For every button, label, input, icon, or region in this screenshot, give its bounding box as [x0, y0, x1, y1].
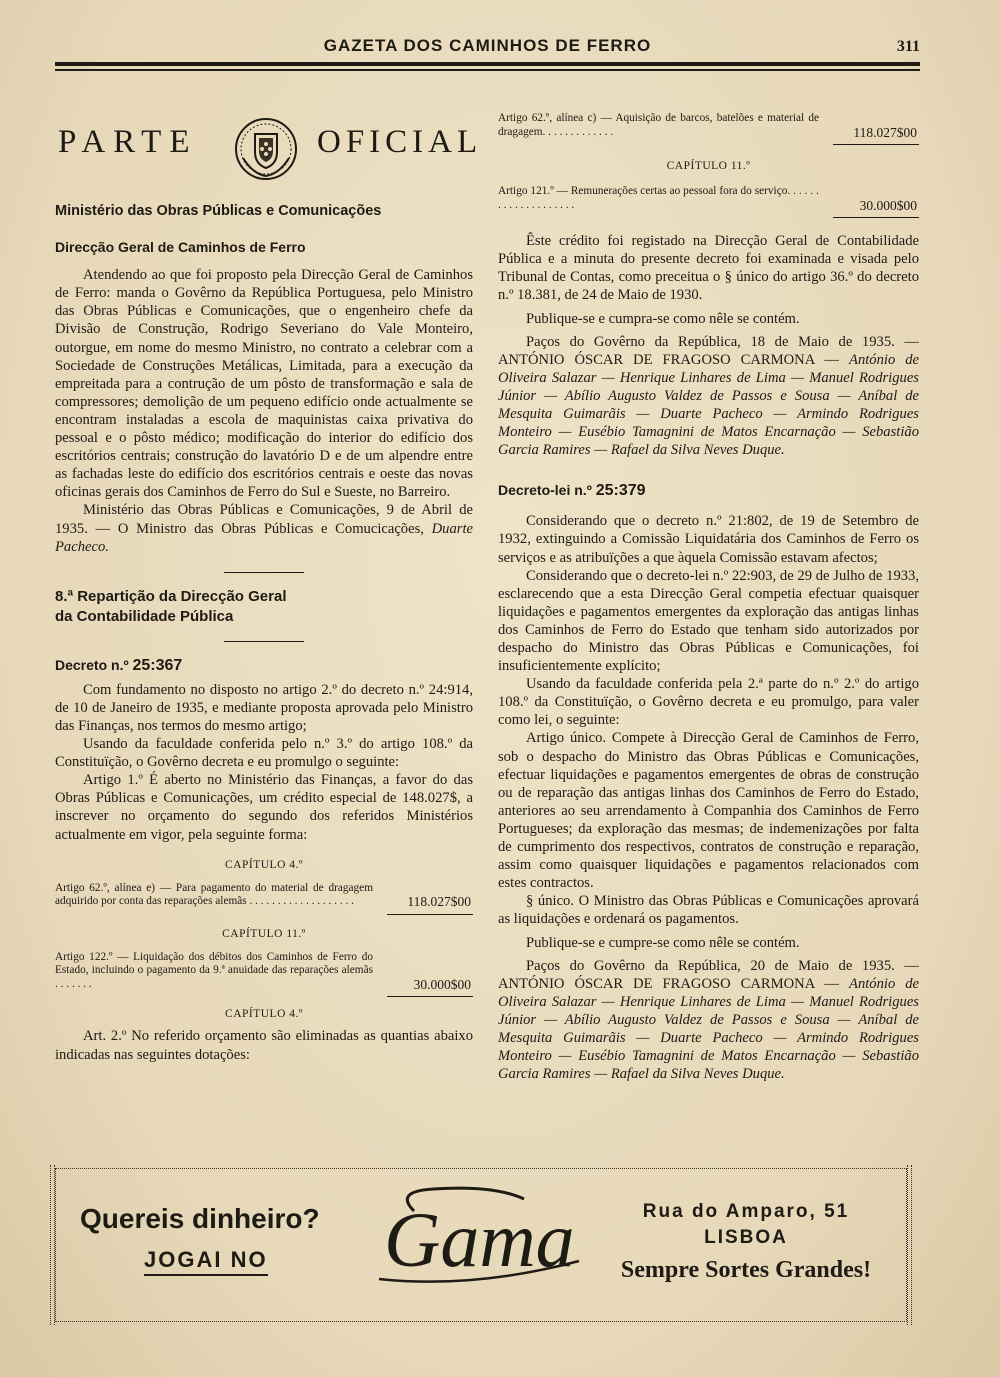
- entry-amount: 118.027$00: [853, 124, 917, 140]
- ad-jogai: JOGAI NO: [144, 1247, 268, 1276]
- paragraph: Atendendo ao que foi proposto pela Direcção Geral de Caminhos de Ferro: manda o Govêrno da República Portuguesa, pelo Ministro das Obras Públicas e Comunicações, que o engenheiro chefe da Divisão de Construção, Rodrigo Severiano do Vale Monteiro, outorgue, em nome do mesmo Ministro, no contrato a celebrar com a Sociedade de Construções Metálicas, Limitada, para a execução da empreitada para a contrução de um pôsto de transformação e sala de compressores; demolição de um pequeno edifício onde actualmente se encontram instaladas a escola de maquinistas caixa privativa do pessoal e o pôsto médico; modificação do interior do edifício dos escritórios centrais; construção do lavatório D e de um alpendre entre as fachadas leste do edifício dos escritórios centrais e oeste das novas oficinas gerais dos Caminhos de Ferro do Sul e Sueste, no Barreiro.: [55, 267, 473, 501]
- budget-entry: [55, 951, 473, 992]
- page-header: [55, 36, 920, 76]
- entry-amount: 30.000$00: [859, 197, 917, 213]
- paragraph: Publique-se e cumpre-se como nêle se contém.: [526, 935, 800, 952]
- ad-address: Rua do Amparo, 51 LISBOA: [642, 1201, 850, 1248]
- paragraph: § único. O Ministro das Obras Públicas e Comunicações aprovará as liquidações e ordenará os pagamentos.: [498, 893, 919, 928]
- paragraph: Artigo único. Compete à Direcção Geral de Caminhos de Ferro, sob o despacho do Ministro das Obras Públicas e Comunicações, efectuar liquidações e pagamentos emergentes de obras de construção ou de reparação das antigas linhas dos Caminhos de Ferro do Estado, anteriores ao seu arrendamento à Companhia dos Caminhos de Ferro Portugueses; da exploração das mesmas; de indemenizações por falta de cumprimento dos respectivos, contratos de construção e reparação, assim como quaisquer liquidações e pagamentos relacionados com estes contractos.: [498, 730, 919, 892]
- paragraph: Ministério das Obras Públicas e Comunicações, 9 de Abril de 1935. — O Ministro das Obras Públicas e Comucicações, Duarte Pacheco.: [55, 502, 473, 555]
- page-number: 311: [896, 38, 920, 55]
- paragraph: Considerando que o decreto n.º 21:802, de 19 de Setembro de 1932, extinguindo a Comissão Liquidatária dos Caminhos de Ferro os serviços e as atribuïções a que àquela Comissão estavam afectos;: [498, 513, 919, 566]
- gama-logo: [374, 1181, 584, 1291]
- decree-heading: Decreto n.º 25:367: [55, 656, 183, 674]
- budget-entry: [498, 112, 919, 139]
- direction-heading: Direcção Geral de Caminhos de Ferro: [55, 239, 306, 256]
- amount-rule: [833, 144, 919, 145]
- entry-text: Artigo 122.º — Liquidação dos débitos dos Caminhos de Ferro do Estado, incluindo o pagamento da 9.ª anuidade das reparações alemãs . . . . . . .: [55, 950, 373, 990]
- ad-border: [50, 1165, 55, 1325]
- amount-rule: [387, 996, 473, 997]
- entry-amount: 30.000$00: [413, 976, 471, 992]
- entry-text: Artigo 62.º, alínea e) — Para pagamento do material de dragagem adquirido por conta das reparações alemãs . . . . . . . . . . . . . . . . . . .: [55, 881, 373, 908]
- parte-word: PARTE: [58, 124, 198, 160]
- signature-paragraph: Paços do Govêrno da República, 18 de Maio de 1935. — ANTÓNIO ÓSCAR DE FRAGOSO CARMONA — António de Oliveira Salazar — Henrique Linhares de Lima — Manuel Rodrigues Júnior — Abílio Augusto Valdez de Passos e Sousa — Aníbal de Mesquita Guimarãis — Duarte Pacheco — Armindo Rodrigues Monteiro — Eusébio Tamagnini de Matos Encarnação — Sebastião Garcia Ramires — Rafael da Silva Neves Duque.: [498, 333, 920, 459]
- header-rule-thick: [55, 62, 920, 66]
- lottery-advertisement: [55, 1168, 907, 1322]
- entry-text: Artigo 121.º — Remunerações certas ao pessoal fora do serviço. . . . . . . . . . . . . . . . . . . .: [498, 185, 819, 211]
- paragraph: Art. 2.º No referido orçamento são eliminadas as quantias abaixo indicadas nas seguintes dotações:: [55, 1028, 473, 1063]
- chapter-label: CAPÍTULO 4.º: [225, 1008, 303, 1021]
- ad-slogan: Sempre Sortes Grandes!: [620, 1257, 872, 1283]
- paragraph: Artigo 1.º É aberto no Ministério das Finanças, a favor do das Obras Públicas e Comunicações, um crédito especial de 148.027$, a inscrever no orçamento do segundo dos referidos Ministérios actualmente em vigor, pela seguinte forma:: [55, 772, 473, 843]
- chapter-label: CAPÍTULO 11.º: [666, 160, 751, 172]
- header-rule-thin: [55, 69, 920, 71]
- left-column: [55, 110, 483, 1064]
- ministry-heading: Ministério das Obras Públicas e Comunicações: [55, 203, 382, 219]
- signatories: António de Oliveira Salazar — Henrique Linhares de Lima — Manuel Rodrigues Júnior — Abílio Augusto Valdez de Passos e Sousa — Aníbal de Mesquita Guimarãis — Duarte Pacheco — Armindo Rodrigues Monteiro — Eusébio Tamagnini de Matos Encarnação — Sebastião Garcia Ramires — Rafael da Silva Neves Duque.: [498, 975, 920, 1083]
- parte-oficial-heading: [55, 110, 483, 192]
- decree-heading: Decreto-lei n.º 25:379: [498, 482, 646, 500]
- coat-of-arms-icon: [233, 116, 299, 182]
- chapter-label: CAPÍTULO 4.º: [225, 858, 303, 871]
- paragraph: Usando da faculdade conferida pelo n.º 3.º do artigo 108.º da Constituïção, o Govêrno decreta e eu promulgo o seguinte:: [55, 736, 473, 771]
- svg-text:Gama: Gama: [384, 1196, 575, 1283]
- entry-amount: 118.027$00: [407, 894, 471, 910]
- section-heading-line2: da Contabilidade Pública: [55, 607, 234, 625]
- section-heading-line1: 8.ª Repartição da Direcção Geral: [55, 587, 287, 605]
- signature: Duarte Pacheco.: [55, 520, 473, 555]
- amount-rule: [387, 914, 473, 915]
- paragraph: Considerando que o decreto-lei n.º 22:903, de 29 de Julho de 1933, esclarecendo que a esta Direcção Geral competia efectuar quaisquer liquidações e pagamentos emergentes da exploração das antigas linhas dos Caminhos de Ferro do Estado que tenham sido autorizados por despacho do Ministro das Obras Públicas e Comunicações, foi insuficientemente explícito;: [498, 567, 919, 675]
- chapter-label: CAPÍTULO 11.º: [222, 927, 306, 940]
- ad-question: Quereis dinheiro?: [80, 1203, 320, 1234]
- publication-title: GAZETA DOS CAMINHOS DE FERRO: [323, 36, 652, 55]
- paragraph: Publique-se e cumpra-se como nêle se contém.: [526, 311, 800, 328]
- paragraph: Usando da faculdade conferida pela 2.ª parte do n.º 2.º do artigo 108.º da Constituïção, o Govêrno decreta e eu promulgo, para valer como lei, o seguinte:: [498, 676, 919, 729]
- signature-paragraph: Paços do Govêrno da República, 20 de Maio de 1935. — ANTÓNIO ÓSCAR DE FRAGOSO CARMONA — António de Oliveira Salazar — Henrique Linhares de Lima — Manuel Rodrigues Júnior — Abílio Augusto Valdez de Passos e Sousa — Aníbal de Mesquita Guimarãis — Duarte Pacheco — Armindo Rodrigues Monteiro — Eusébio Tamagnini de Matos Encarnação — Sebastião Garcia Ramires — Rafael da Silva Neves Duque.: [498, 957, 920, 1083]
- paragraph: Êste crédito foi registado na Direcção Geral de Contabilidade Pública e a minuta do presente decreto foi examinada e visada pelo Tribunal de Contas, como preceitua o § único do artigo 36.º do decreto n.º 18.381, de 24 de Maio de 1930.: [498, 233, 919, 304]
- paragraph: Com fundamento no disposto no artigo 2.º do decreto n.º 24:914, de 10 de Janeiro de 1935, e mediante proposta aprovada pelo Ministro das Finanças, nos termos do mesmo artigo;: [55, 681, 473, 734]
- ad-border: [907, 1165, 912, 1325]
- entry-text: Artigo 62.º, alínea c) — Aquisição de barcos, batelões e material de dragagem. . . . . . . . . . . . .: [498, 112, 819, 138]
- amount-rule: [833, 217, 919, 218]
- right-column: [498, 112, 919, 1083]
- signatories: António de Oliveira Salazar — Henrique Linhares de Lima — Manuel Rodrigues Júnior — Abílio Augusto Valdez de Passos e Sousa — Aníbal de Mesquita Guimarãis — Duarte Pacheco — Armindo Rodrigues Monteiro — Eusébio Tamagnini de Matos Encarnação — Sebastião Garcia Ramires — Rafael da Silva Neves Duque.: [498, 351, 920, 459]
- oficial-word: OFICIAL: [317, 124, 483, 160]
- budget-entry: [498, 185, 919, 212]
- budget-entry: [55, 882, 473, 909]
